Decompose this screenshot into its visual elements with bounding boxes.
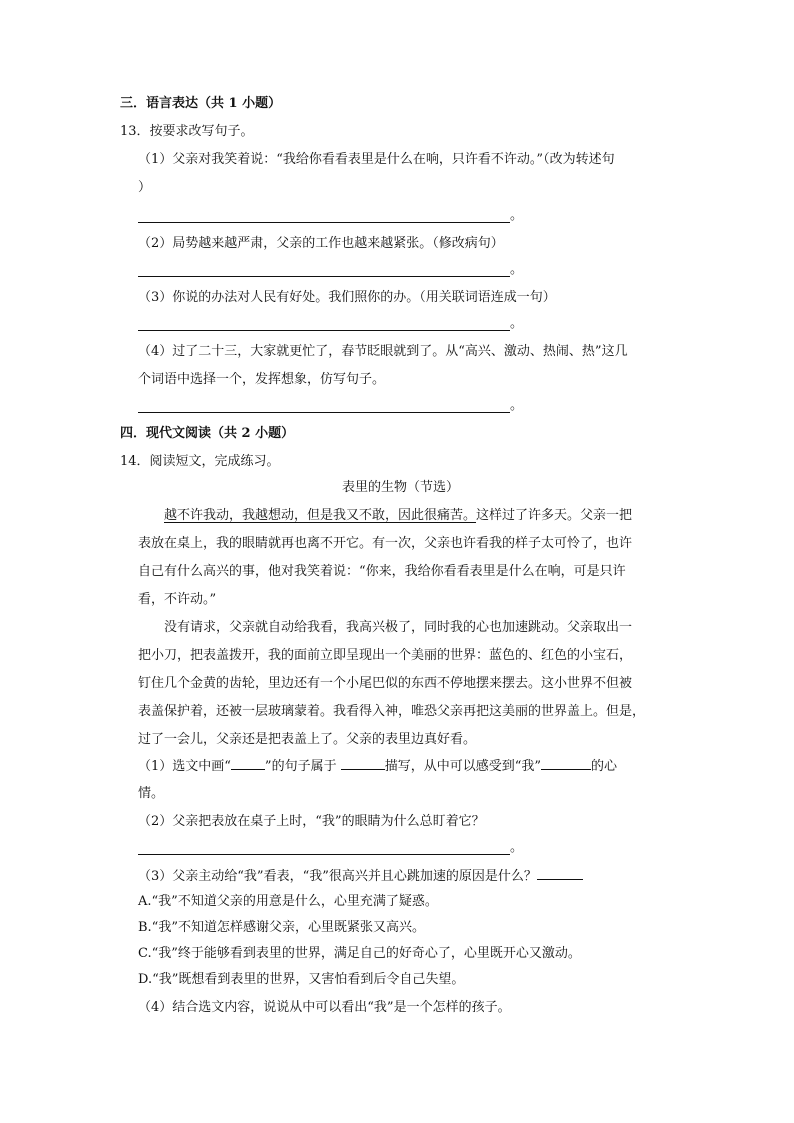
passage-para1-line1 (164, 508, 632, 524)
q14-part2-answer-blank[interactable] (138, 854, 510, 855)
passage-para2-line2: 把小刀，把表盖拨开，我的面前立即呈现出一个美丽的世界：蓝色的、红色的小宝石， (138, 648, 633, 663)
q13-part4-text-cont: 个词语中选择一个，发挥想象，仿写句子。 (138, 372, 386, 387)
q14-part2-period: 。 (510, 840, 524, 855)
passage-para1-line2: 表放在桌上，我的眼睛就再也离不开它。有一次，父亲也许看我的样子太可怜了，也许 (138, 536, 633, 551)
q13-part1-text-cont: ） (138, 180, 152, 195)
q13-part3-answer-blank[interactable] (138, 330, 510, 331)
q13-part1-text: （1）父亲对我笑着说：“我给你看看表里是什么在响，只许看不许动。”（改为转述句 (138, 152, 615, 167)
passage-para1-line3: 自己有什么高兴的事，他对我笑着说：“你来，我给你看看表里是什么在响，可是只许 (138, 564, 626, 579)
q13-part4-answer-blank[interactable] (138, 412, 510, 413)
passage-para2-line1: 没有请求，父亲就自动给我看，我高兴极了，同时我的心也加速跳动。父亲取出一 (164, 620, 633, 635)
underlined-sentence: 越不许我动，我越想动，但是我又不敢，因此很痛苦。 (164, 508, 477, 523)
para1-line1-rest: 这样过了许多天。父亲一把 (476, 508, 633, 523)
question-13-prompt: 13．按要求改写句子。 (120, 124, 254, 139)
q14-part3-answer-blank[interactable] (537, 868, 583, 880)
q14-part1-text (138, 758, 617, 775)
q14-part3-question: （3）父亲主动给“我”看表，“我”很高兴并且心跳加速的原因是什么？ (138, 869, 537, 884)
q14-part1-seg-a: （1）选文中画“ (138, 759, 231, 774)
q14-part4-text: （4）结合选文内容，说说从中可以看出“我”是一个怎样的孩子。 (138, 1000, 511, 1015)
q13-part1-period: 。 (510, 208, 524, 223)
q14-option-a[interactable]: A.“我”不知道父亲的用意是什么，心里充满了疑惑。 (138, 894, 438, 909)
q14-part1-blank-type[interactable] (341, 758, 385, 770)
passage-para2-line4: 表盖保护着，还被一层玻璃蒙着。我看得入神，唯恐父亲再把这美丽的世界盖上。但是， (138, 704, 646, 719)
q14-part1-seg-c: 描写，从中可以感受到“我” (384, 759, 541, 774)
q13-part4-period: 。 (510, 398, 524, 413)
q14-part1-blank-feeling[interactable] (541, 758, 591, 770)
q14-option-b[interactable]: B.“我”不知道怎样感谢父亲，心里既紧张又高兴。 (138, 920, 425, 935)
passage-title: 表里的生物（节选） (342, 480, 460, 495)
q14-option-d[interactable]: D.“我”既想看到表里的世界，又害怕看到后令自己失望。 (138, 972, 465, 987)
q14-part1-blank-mark[interactable] (231, 758, 265, 770)
q13-part2-answer-blank[interactable] (138, 276, 510, 277)
passage-para2-line3: 钉住几个金黄的齿轮，里边还有一个小尾巴似的东西不停地摆来摆去。这小世界不但被 (138, 676, 633, 691)
q13-part2-period: 。 (510, 262, 524, 277)
q14-part2-text: （2）父亲把表放在桌子上时，“我”的眼睛为什么总盯着它？ (138, 814, 485, 829)
q13-part4-text: （4）过了二十三，大家就更忙了，春节眨眼就到了。从“高兴、激动、热闹、热”这几 (138, 344, 628, 359)
section-heading-language-expression: 三．语言表达（共 1 小题） (120, 96, 282, 111)
q14-part1-seg-b: ”的句子属于 (264, 759, 341, 774)
q13-part2-text: （2）局势越来越严肃，父亲的工作也越来越紧张。（修改病句） (138, 236, 504, 251)
q14-part3-text (138, 868, 583, 885)
section-heading-modern-reading: 四．现代文阅读（共 2 小题） (120, 426, 295, 441)
q14-option-c[interactable]: C.“我”终于能够看到表里的世界，满足自己的好奇心了，心里既开心又激动。 (138, 946, 581, 961)
passage-para2-line5: 过了一会儿，父亲还是把表盖上了。父亲的表里边真好看。 (138, 732, 477, 747)
passage-para1-line4: 看，不许动。” (138, 592, 217, 607)
q13-part3-text: （3）你说的办法对人民有好处。我们照你的办。（用关联词语连成一句） (138, 290, 556, 305)
q13-part3-period: 。 (510, 316, 524, 331)
q13-part1-answer-blank[interactable] (138, 222, 510, 223)
q14-part1-text-cont: 情。 (138, 786, 165, 801)
q14-part1-seg-d: 的心 (591, 759, 618, 774)
question-14-prompt: 14．阅读短文，完成练习。 (120, 454, 280, 469)
